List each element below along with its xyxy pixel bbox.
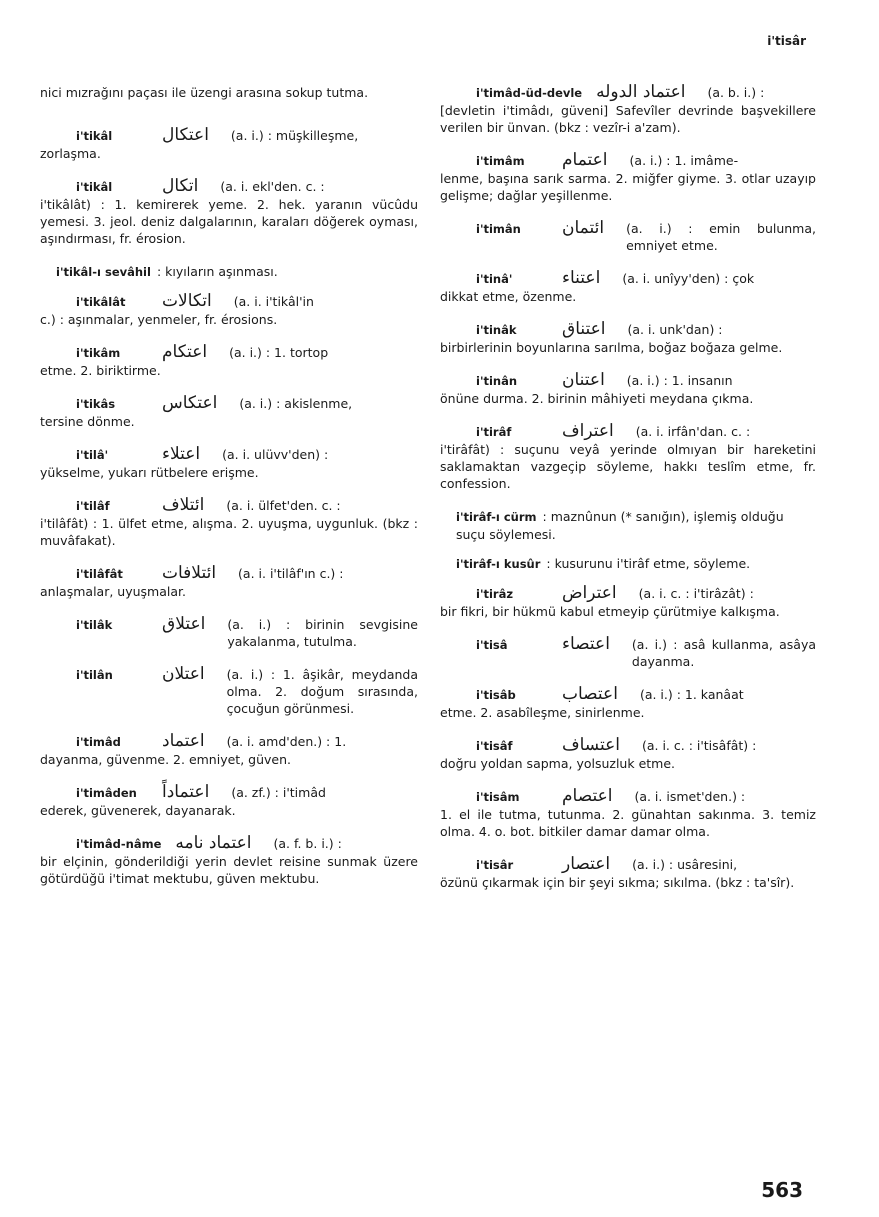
sub-headword: i'tirâf-ı kusûr <box>456 557 541 571</box>
entry-head <box>440 321 816 339</box>
arabic-script: ائتلافات <box>162 563 217 583</box>
definition: 1. el ile tutma, tutunma. 2. günahtan sakınma. 3. temiz olma. 4. o. bot. bitkiler damar damar olma. <box>440 807 816 839</box>
right-column <box>440 84 816 907</box>
headword: i'tisâf <box>476 739 513 753</box>
arabic-script: اعتماد نامه <box>175 833 252 853</box>
definition: doğru yoldan sapma, yolsuzluk etme. <box>440 756 676 771</box>
headword: i'tinâ' <box>476 272 513 286</box>
arabic-script: اعتماد الدوله <box>596 82 686 102</box>
definition: ederek, güvenerek, dayanarak. <box>40 803 236 818</box>
headword: i'tisâm <box>476 790 520 804</box>
headword: i'tisâb <box>476 688 516 702</box>
definition: lenme, başına sarık sarma. 2. miğfer giyme. 3. otlar uzayıp gelişme; dağlar yeşillenme. <box>440 171 816 203</box>
dictionary-entry <box>440 84 816 136</box>
entry-head <box>40 344 418 362</box>
grammar-note: (a. i. i'tilâf'ın c.) : <box>238 566 344 581</box>
headword: i'tilâk <box>76 618 113 632</box>
headword: i'tikâm <box>76 346 121 360</box>
left-column <box>40 84 418 903</box>
definition: dikkat etme, özenme. <box>440 289 577 304</box>
dictionary-entry <box>440 152 816 204</box>
sub-definition: : kıyıların aşınması. <box>156 264 278 279</box>
continuation-text: nici mızrağını paçası ile üzengi arasına sokup tutma. <box>40 85 369 100</box>
dictionary-entry <box>440 372 816 407</box>
sub-entry <box>440 555 816 573</box>
definition: zorlaşma. <box>40 146 101 161</box>
grammar-note: (a. i. irfân'dan. c. : <box>635 424 751 439</box>
definition: önüne durma. 2. birinin mâhiyeti meydana çıkma. <box>440 391 754 406</box>
definition: bir fikri, bir hükmü kabul etmeyip çürütmiye kalkışma. <box>440 604 780 619</box>
dictionary-entry <box>40 565 418 600</box>
headword: i'tirâf <box>476 425 512 439</box>
grammar-note: (a. i.) : 1. kanâat <box>639 687 744 702</box>
entry-head <box>440 737 816 755</box>
entry-head <box>40 666 418 717</box>
grammar-note: (a. i. unk'dan) : <box>627 322 723 337</box>
running-header: i'tisâr <box>767 34 806 48</box>
headword: i'timâm <box>476 154 525 168</box>
definition: i'tikâlât) : 1. kemirerek yeme. 2. hek. yaranın vücûdu yemesi. 3. jeol. deniz dalgalarının, karaları döğerek oyması, aşındırması, fr. érosion. <box>40 197 418 246</box>
dictionary-entry <box>440 321 816 356</box>
dictionary-entry <box>440 737 816 772</box>
definition: yükselme, yukarı rütbelere erişme. <box>40 465 259 480</box>
definition: dayanma, güvenme. 2. emniyet, güven. <box>40 752 291 767</box>
arabic-script: اعتماد <box>162 731 205 751</box>
definition: etme. 2. asabîleşme, sinirlenme. <box>440 705 645 720</box>
dictionary-entry <box>40 835 418 887</box>
arabic-script: اتكال <box>162 176 199 196</box>
entry-head <box>440 152 816 170</box>
definition: bir elçinin, gönderildiği yerin devlet reisine sunmak üzere götürdüğü i'timat mektubu, güven mektubu. <box>40 854 418 886</box>
dictionary-entry <box>40 127 418 162</box>
dictionary-entry <box>440 856 816 891</box>
arabic-script: اعتكاس <box>162 393 218 413</box>
arabic-script: اعتكال <box>162 125 209 145</box>
arabic-script: ائتمان <box>562 218 605 238</box>
entry-head <box>40 616 418 650</box>
entry-head <box>440 220 816 254</box>
sub-entry <box>40 263 418 281</box>
arabic-script: اعتماداً <box>162 782 210 802</box>
arabic-script: اعتنان <box>562 370 605 390</box>
arabic-script: اعتصار <box>562 854 611 874</box>
arabic-script: اعتناق <box>562 319 606 339</box>
arabic-script: اعتكام <box>162 342 208 362</box>
definition: özünü çıkarmak için bir şeyi sıkma; sıkılma. (bkz : ta'sîr). <box>440 875 795 890</box>
arabic-script: اعتساف <box>562 735 620 755</box>
headword: i'tikâl <box>76 180 113 194</box>
dictionary-entry <box>40 616 418 650</box>
arabic-script: اعتلاق <box>162 614 206 634</box>
dictionary-entry <box>40 497 418 549</box>
entry-head <box>440 856 816 874</box>
arabic-script: اعتصاب <box>562 684 618 704</box>
dictionary-entry <box>440 636 816 670</box>
dictionary-entry <box>40 178 418 247</box>
grammar-note: (a. i. ekl'den. c. : <box>220 179 325 194</box>
headword: i'timâd <box>76 735 121 749</box>
entry-head <box>40 565 418 583</box>
headword: i'tisâr <box>476 858 514 872</box>
headword: i'tinâk <box>476 323 517 337</box>
grammar-note: (a. i.) : 1. âşikâr, meydanda olma. 2. doğum sırasında, çocuğun görünmesi. <box>226 667 418 716</box>
entry-head <box>40 395 418 413</box>
grammar-note: (a. i. ülfet'den. c. : <box>226 498 341 513</box>
headword: i'tikâl <box>76 129 113 143</box>
dictionary-entry <box>440 585 816 620</box>
arabic-script: اعتناء <box>562 268 601 288</box>
page-number: 563 <box>761 1178 803 1202</box>
arabic-script: اعتراض <box>562 583 617 603</box>
grammar-note: (a. i. ismet'den.) : <box>634 789 746 804</box>
grammar-note: (a. i. c. : i'tisâfât) : <box>641 738 757 753</box>
sub-entry <box>440 508 816 543</box>
headword: i'tirâz <box>476 587 514 601</box>
definition: i'tirâfât) : suçunu veyâ yerinde olmıyan bir hareketini saklamaktan vazgeçip söyleme, hakkı teslîm etme, fr. confession. <box>440 442 816 491</box>
grammar-note: (a. i.) : akislenme, <box>239 396 353 411</box>
dictionary-entry <box>40 666 418 717</box>
entry-head <box>40 293 418 311</box>
arabic-script: اعتلان <box>162 664 205 684</box>
arabic-script: اعتراف <box>562 421 614 441</box>
grammar-note: (a. i.) : 1. insanın <box>626 373 733 388</box>
grammar-note: (a. i.) : müşkilleşme, <box>230 128 359 143</box>
headword: i'tilâfât <box>76 567 123 581</box>
entry-head <box>440 423 816 441</box>
dictionary-entry <box>440 220 816 254</box>
grammar-note: (a. i. amd'den.) : 1. <box>226 734 347 749</box>
entry-head <box>440 270 816 288</box>
dictionary-entry <box>40 784 418 819</box>
entry-head <box>40 178 418 196</box>
headword: i'tilân <box>76 668 113 682</box>
entry-head <box>440 788 816 806</box>
definition: etme. 2. biriktirme. <box>40 363 161 378</box>
dictionary-entry <box>440 686 816 721</box>
entry-head <box>440 636 816 670</box>
sub-headword: i'tirâf-ı cürm <box>456 510 537 524</box>
dictionary-entry <box>440 788 816 840</box>
grammar-note: (a. i. i'tikâl'in <box>233 294 314 309</box>
headword: i'timâd-üd-devle <box>476 86 583 100</box>
entry-head <box>440 84 816 102</box>
arabic-script: اعتمام <box>562 150 608 170</box>
dictionary-entry <box>40 395 418 430</box>
entry-head <box>40 127 418 145</box>
entry-head <box>440 372 816 390</box>
dictionary-entry <box>40 733 418 768</box>
entry-head <box>440 686 816 704</box>
headword: i'tisâ <box>476 638 508 652</box>
dictionary-entry <box>40 446 418 481</box>
headword: i'tilâ' <box>76 448 109 462</box>
grammar-note: (a. i.) : 1. tortop <box>229 345 329 360</box>
dictionary-entry <box>40 344 418 379</box>
sub-headword: i'tikâl-ı sevâhil <box>56 265 151 279</box>
definition: i'tilâfât) : 1. ülfet etme, alışma. 2. uyuşma, uygunluk. (bkz : muvâfakat). <box>40 516 418 548</box>
headword: i'tikâs <box>76 397 116 411</box>
grammar-note: (a. f. b. i.) : <box>273 836 342 851</box>
arabic-script: اعتصام <box>562 786 613 806</box>
definition: anlaşmalar, uyuşmalar. <box>40 584 186 599</box>
headword: i'tinân <box>476 374 518 388</box>
grammar-note: (a. i.) : usâresini, <box>632 857 738 872</box>
headword: i'timâden <box>76 786 137 800</box>
definition: [devletin i'timâdı, güveni] Safevîler devrinde başvekillere verilen bir ünvan. (bkz : vezîr-i a'zam). <box>440 103 816 135</box>
sub-definition: : maznûnun (* sanığın), işlemiş olduğu suçu söylemesi. <box>456 509 784 542</box>
entry-head <box>440 585 816 603</box>
headword: i'timâd-nâme <box>76 837 162 851</box>
grammar-note: (a. i.) : emin bulunma, emniyet etme. <box>626 221 816 253</box>
grammar-note: (a. i. c. : i'tirâzât) : <box>638 586 754 601</box>
grammar-note: (a. zf.) : i'timâd <box>231 785 326 800</box>
grammar-note: (a. i. ulüvv'den) : <box>222 447 329 462</box>
arabic-script: اعتلاء <box>162 444 201 464</box>
grammar-note: (a. b. i.) : <box>707 85 765 100</box>
entry-head <box>40 784 418 802</box>
headword: i'tilâf <box>76 499 110 513</box>
grammar-note: (a. i. unîyy'den) : çok <box>622 271 755 286</box>
grammar-note: (a. i.) : asâ kullanma, asâya dayanma. <box>631 637 816 669</box>
arabic-script: اعتصاء <box>562 634 610 654</box>
entry-head <box>40 446 418 464</box>
dictionary-entry <box>40 293 418 328</box>
entry-head <box>40 497 418 515</box>
headword: i'timân <box>476 222 521 236</box>
headword: i'tikâlât <box>76 295 126 309</box>
grammar-note: (a. i.) : 1. imâme- <box>629 153 739 168</box>
arabic-script: اتكالات <box>162 291 212 311</box>
definition: c.) : aşınmalar, yenmeler, fr. érosions. <box>40 312 278 327</box>
dictionary-entry <box>440 270 816 305</box>
definition: birbirlerinin boyunlarına sarılma, boğaz boğaza gelme. <box>440 340 783 355</box>
grammar-note: (a. i.) : birinin sevgisine yakalanma, tutulma. <box>227 617 418 649</box>
dictionary-entry <box>440 423 816 492</box>
entry-head <box>40 835 418 853</box>
arabic-script: ائتلاف <box>162 495 205 515</box>
sub-definition: : kusurunu i'tirâf etme, söyleme. <box>546 556 751 571</box>
entry-head <box>40 733 418 751</box>
definition: tersine dönme. <box>40 414 135 429</box>
